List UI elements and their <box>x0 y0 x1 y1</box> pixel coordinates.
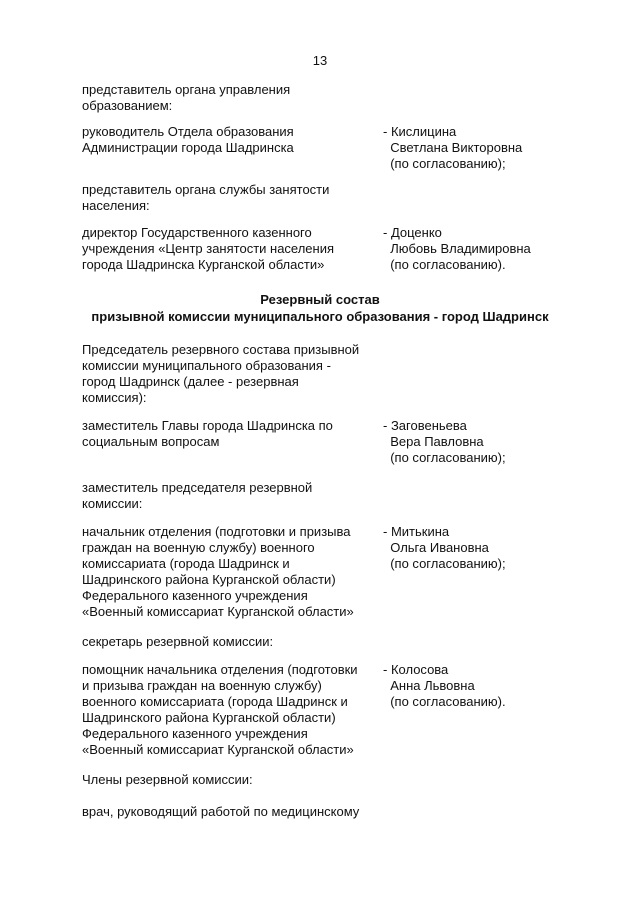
position-text: помощник начальника отделения (подготовки и призыва граждан на военную службу) военного комиссариата (города Шадринск и Шадринского района Курганской области) Федерального казенного учреждения «Военный комиссариат Курганской области» <box>82 662 358 757</box>
position-text: заместитель Главы города Шадринска по социальным вопросам <box>82 418 333 449</box>
person-name: - Доценко Любовь Владимировна (по согласованию). <box>383 225 531 272</box>
person-name: - Заговеньева Вера Павловна (по согласованию); <box>383 418 506 465</box>
person-name: - Кислицина Светлана Викторовна (по согласованию); <box>383 124 523 171</box>
section-heading: представитель органа управления образованием: <box>82 82 291 113</box>
section-heading: секретарь резервной комиссии: <box>82 634 274 649</box>
section-heading: заместитель председателя резервной комиссии: <box>82 480 313 511</box>
section-heading: представитель органа службы занятости населения: <box>82 182 330 213</box>
page-number: 13 <box>312 53 328 68</box>
person-name: - Митькина Ольга Ивановна (по согласованию); <box>383 524 506 571</box>
section-heading: Председатель резервного состава призывной комиссии муниципального образования - город Шадринск (далее - резервная комиссия): <box>82 342 360 405</box>
section-title: Резервный состав <box>260 292 380 307</box>
position-text: руководитель Отдела образования Администрации города Шадринска <box>82 124 294 155</box>
section-subtitle: призывной комиссии муниципального образования - город Шадринск <box>91 309 549 324</box>
section-heading: Члены резервной комиссии: <box>82 772 253 787</box>
position-text: врач, руководящий работой по медицинскому <box>82 804 360 819</box>
position-text: директор Государственного казенного учреждения «Центр занятости населения города Шадринска Курганской области» <box>82 225 335 272</box>
person-name: - Колосова Анна Львовна (по согласованию). <box>383 662 506 709</box>
position-text: начальник отделения (подготовки и призыва граждан на военную службу) военного комиссариата (города Шадринск и Шадринского района Курганской области) Федерального казенного учреждения «Военный комиссариат Курганской области» <box>82 524 354 619</box>
